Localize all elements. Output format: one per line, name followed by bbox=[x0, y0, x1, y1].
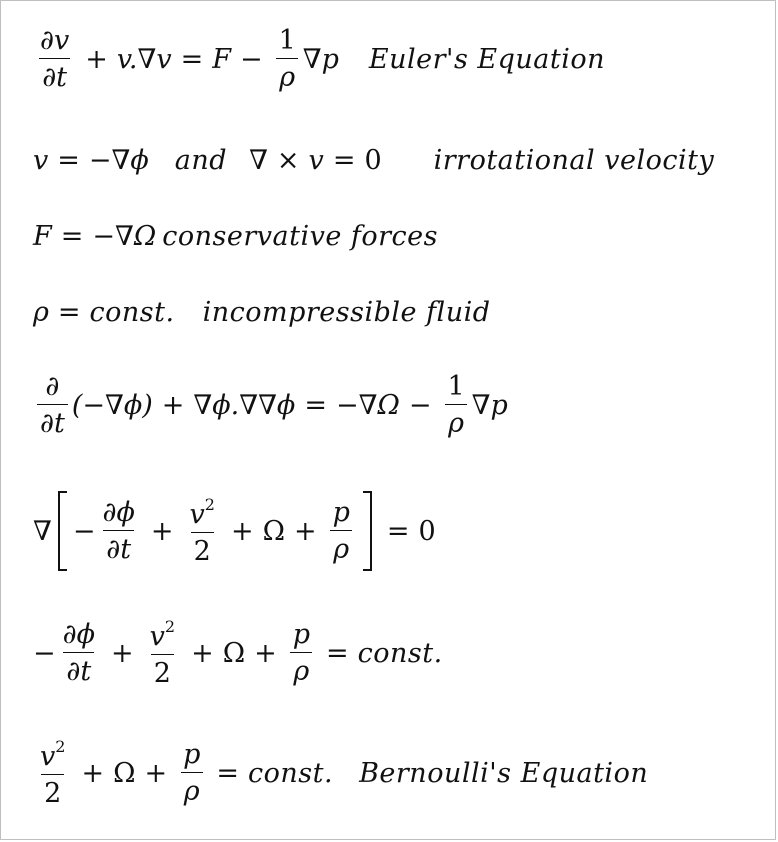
conservative-forces-label: conservative forces bbox=[162, 221, 439, 252]
left-bracket bbox=[58, 491, 67, 571]
and-word: and bbox=[174, 145, 228, 176]
gradient-bracket-equation: ∇ − $\frac{\partial\phi}{\partial t}$ + $\frac{v^2}{2}$ + Ω + $\frac{p}{\rho}$ = 0 bbox=[33, 491, 436, 571]
euler-equation: $\frac{\partial v}{\partial t}$ + v.∇v = F − $\frac{1}{\rho}$ ∇p Euler's Equation bbox=[33, 27, 605, 91]
dv-dt-fraction: $\frac{\partial v}{\partial t}$ bbox=[40, 25, 70, 93]
euler-equation-label: Euler's Equation bbox=[368, 43, 605, 75]
one-over-rho-fraction: $\frac{1}{\rho}$ bbox=[276, 27, 299, 91]
bernoulli-equation: $\frac{v^2}{2}$ + Ω + $\frac{p}{\rho}$ = const. Bernoulli's Equation bbox=[33, 739, 648, 807]
incompressible-fluid-label: incompressible fluid bbox=[202, 297, 491, 328]
dphi-dt-fraction-2: $\frac{\partial\phi}{\partial t}$ bbox=[62, 619, 95, 687]
right-bracket bbox=[363, 491, 372, 571]
v-squared-over-2-fraction-3: $\frac{v^2}{2}$ bbox=[40, 737, 66, 809]
general-bernoulli-equation: − $\frac{\partial\phi}{\partial t}$ + $\frac{v^2}{2}$ + Ω + $\frac{p}{\rho}$ = const. bbox=[33, 617, 443, 689]
p-over-rho-fraction: $\frac{p}{\rho}$ bbox=[330, 499, 353, 563]
v-squared-over-2-fraction-2: $\frac{v^2}{2}$ bbox=[149, 617, 176, 689]
irrotational-equation: v = −∇ϕ and ∇ × v = 0 irrotational velocity bbox=[33, 145, 715, 176]
general-const: const. bbox=[357, 637, 443, 669]
partial-dt-operator: $\frac{\partial}{\partial t}$ bbox=[37, 373, 68, 437]
p-over-rho-fraction-3: $\frac{p}{\rho}$ bbox=[180, 741, 203, 805]
substituted-euler-equation: $\frac{\partial}{\partial t}$ (−∇ϕ) + ∇ϕ.∇∇ϕ = −∇Ω − $\frac{1}{\rho}$ ∇p bbox=[33, 373, 508, 437]
one-over-rho-fraction-2: $\frac{1}{\rho}$ bbox=[444, 373, 467, 437]
incompressible-const: const. bbox=[89, 297, 175, 328]
dphi-dt-fraction: $\frac{\partial\phi}{\partial t}$ bbox=[102, 497, 135, 565]
conservative-forces-equation: F = −∇Ω conservative forces bbox=[33, 221, 439, 252]
incompressible-equation: ρ = const. incompressible fluid bbox=[33, 297, 491, 328]
p-over-rho-fraction-2: $\frac{p}{\rho}$ bbox=[290, 621, 313, 685]
bernoulli-equation-label: Bernoulli's Equation bbox=[359, 757, 649, 789]
bernoulli-const: const. bbox=[248, 757, 334, 789]
v-squared-over-2-fraction: $\frac{v^2}{2}$ bbox=[189, 495, 215, 567]
irrotational-velocity-label: irrotational velocity bbox=[433, 145, 715, 176]
